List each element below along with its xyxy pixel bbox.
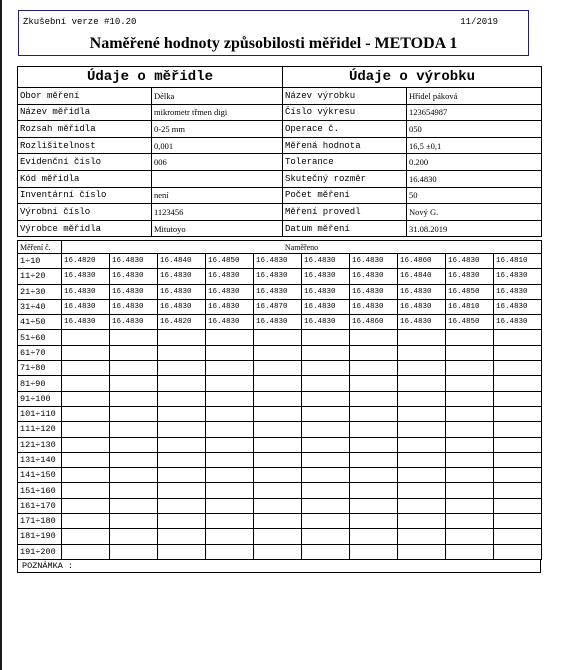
gauge-field-value: 0,001 <box>152 137 283 154</box>
version-label: Zkušební verze #10.20 <box>23 17 137 27</box>
measurement-value-cell <box>110 468 158 483</box>
measurement-value-cell: 16.4830 <box>494 299 542 314</box>
measurement-range: 1÷10 <box>18 254 62 269</box>
measurement-value-cell <box>350 406 398 421</box>
measurement-value-cell <box>302 345 350 360</box>
measurement-value-cell <box>302 452 350 467</box>
measurement-value-cell: 16.4810 <box>446 299 494 314</box>
measurement-value-cell <box>254 452 302 467</box>
measurement-value-cell <box>158 330 206 345</box>
measurement-value-cell <box>446 514 494 529</box>
product-field-value: 123654987 <box>407 104 542 121</box>
measurement-value-cell <box>62 330 110 345</box>
info-row <box>18 121 542 138</box>
measurement-range: 11÷20 <box>18 269 62 284</box>
measurement-row <box>18 345 542 360</box>
gauge-field-label: Inventární číslo <box>18 187 152 204</box>
measurement-value-cell: 16.4850 <box>446 315 494 330</box>
measurement-value-cell: 16.4830 <box>206 315 254 330</box>
measurement-value-cell: 16.4860 <box>398 254 446 269</box>
measurement-row <box>18 529 542 544</box>
measurement-range: 161÷170 <box>18 498 62 513</box>
measurement-value-cell <box>350 422 398 437</box>
measurement-value-cell <box>446 422 494 437</box>
measurement-value-cell: 16.4830 <box>494 284 542 299</box>
measurement-value-cell <box>350 498 398 513</box>
measurement-range: 31÷40 <box>18 299 62 314</box>
measurement-value-cell: 16.4830 <box>398 284 446 299</box>
measurement-row <box>18 299 542 314</box>
measurement-value-cell <box>446 452 494 467</box>
measurement-value-cell <box>62 529 110 544</box>
measurement-row <box>18 468 542 483</box>
measurement-value-cell <box>62 452 110 467</box>
measurement-value-cell <box>446 376 494 391</box>
measurement-value-cell <box>446 361 494 376</box>
gauge-field-value: 1123456 <box>152 204 283 221</box>
measurement-value-cell <box>110 422 158 437</box>
measurement-value-cell <box>398 422 446 437</box>
measurement-value-cell <box>158 529 206 544</box>
measurement-value-cell <box>254 514 302 529</box>
measurement-value-cell: 16.4830 <box>158 299 206 314</box>
measurement-value-cell <box>494 544 542 559</box>
info-row <box>18 187 542 204</box>
measurement-value-cell <box>206 422 254 437</box>
measurement-value-cell: 16.4810 <box>494 254 542 269</box>
measurement-value-cell: 16.4830 <box>302 284 350 299</box>
measurement-value-cell <box>446 330 494 345</box>
measurement-value-cell <box>398 514 446 529</box>
measurement-value-cell <box>446 437 494 452</box>
measurement-value-cell <box>302 422 350 437</box>
measurement-value-cell <box>446 345 494 360</box>
gauge-field-label: Rozsah měřidla <box>18 121 152 138</box>
measurement-value-cell: 16.4840 <box>398 269 446 284</box>
measurement-row <box>18 422 542 437</box>
measurement-value-cell: 16.4820 <box>158 315 206 330</box>
product-field-label: Skutečný rozměr <box>283 170 407 187</box>
measurement-value-cell <box>446 544 494 559</box>
gauge-field-value: 0-25 mm <box>152 121 283 138</box>
measurement-value-cell <box>398 483 446 498</box>
measurement-value-cell: 16.4830 <box>254 269 302 284</box>
measurement-value-cell: 16.4830 <box>158 284 206 299</box>
measurement-row <box>18 315 542 330</box>
measurement-value-cell <box>110 330 158 345</box>
product-field-value: Nový G. <box>407 204 542 221</box>
gauge-field-value <box>152 170 283 187</box>
measurement-value-cell <box>110 376 158 391</box>
measurement-value-cell <box>254 391 302 406</box>
measurement-value-cell <box>158 544 206 559</box>
measurement-value-cell <box>158 376 206 391</box>
measurement-value-cell <box>254 376 302 391</box>
measurement-value-cell <box>158 483 206 498</box>
info-row <box>18 88 542 105</box>
measurement-range: 61÷70 <box>18 345 62 360</box>
measurement-value-cell <box>206 406 254 421</box>
gauge-field-value: Mitutoyo <box>152 220 283 237</box>
gauge-field-value: Délka <box>152 88 283 105</box>
measurement-value-cell <box>302 406 350 421</box>
measurement-value-cell <box>62 468 110 483</box>
info-row <box>18 170 542 187</box>
measurement-value-cell <box>62 391 110 406</box>
measurement-value-cell <box>110 452 158 467</box>
measurement-value-cell <box>398 437 446 452</box>
measurement-value-cell <box>62 376 110 391</box>
product-section-heading: Údaje o výrobku <box>283 67 542 88</box>
measurement-value-cell <box>398 452 446 467</box>
measurement-range: 151÷160 <box>18 483 62 498</box>
measurement-value-cell <box>62 544 110 559</box>
note-field[interactable] <box>17 559 541 573</box>
measurement-value-cell <box>446 483 494 498</box>
measurement-value-cell <box>494 376 542 391</box>
measurement-range: 171÷180 <box>18 514 62 529</box>
product-field-label: Číslo výkresu <box>283 104 407 121</box>
measurement-value-cell <box>350 529 398 544</box>
measurement-range: 81÷90 <box>18 376 62 391</box>
measurement-range: 101÷110 <box>18 406 62 421</box>
measurement-value-cell <box>158 406 206 421</box>
measurement-value-cell <box>254 468 302 483</box>
measurement-value-cell <box>206 361 254 376</box>
measurement-value-cell: 16.4830 <box>110 254 158 269</box>
measurement-value-cell <box>398 498 446 513</box>
product-field-label: Datum měření <box>283 220 407 237</box>
measurement-value-cell <box>350 361 398 376</box>
gauge-field-value: není <box>152 187 283 204</box>
measurement-range: 181÷190 <box>18 529 62 544</box>
measurement-value-cell: 16.4830 <box>494 269 542 284</box>
measurement-row <box>18 406 542 421</box>
measurement-value-cell <box>398 468 446 483</box>
report-header <box>18 10 529 56</box>
measurement-value-cell <box>158 422 206 437</box>
gauge-field-label: Výrobní číslo <box>18 204 152 221</box>
measurement-value-cell <box>494 437 542 452</box>
measurement-value-cell <box>494 483 542 498</box>
measurement-row <box>18 391 542 406</box>
measurement-value-cell <box>350 483 398 498</box>
measurement-value-cell <box>62 514 110 529</box>
measurement-value-cell <box>206 330 254 345</box>
measurement-value-cell: 16.4830 <box>254 315 302 330</box>
measurement-value-cell <box>494 498 542 513</box>
measurement-value-cell <box>206 498 254 513</box>
measurement-value-cell <box>446 529 494 544</box>
measurement-value-cell <box>494 514 542 529</box>
measurement-value-cell <box>494 361 542 376</box>
measurement-range: 131÷140 <box>18 452 62 467</box>
measurement-value-cell: 16.4830 <box>350 284 398 299</box>
measurement-range: 51÷60 <box>18 330 62 345</box>
measurement-value-cell <box>254 330 302 345</box>
measurement-value-cell <box>350 345 398 360</box>
measurement-value-cell <box>350 376 398 391</box>
product-field-label: Měření provedl <box>283 204 407 221</box>
measurement-range: 71÷80 <box>18 361 62 376</box>
measurement-value-cell <box>158 452 206 467</box>
measurement-value-cell <box>206 345 254 360</box>
measurement-value-cell <box>158 437 206 452</box>
measurement-value-cell: 16.4830 <box>158 269 206 284</box>
gauge-field-label: Název měřidla <box>18 104 152 121</box>
measurement-value-cell <box>302 361 350 376</box>
measurement-value-cell <box>398 529 446 544</box>
measurement-value-cell <box>302 376 350 391</box>
measurement-value-cell: 16.4830 <box>62 315 110 330</box>
measurement-value-cell <box>302 544 350 559</box>
measurement-value-cell: 16.4830 <box>302 299 350 314</box>
info-row <box>18 137 542 154</box>
measurement-value-cell <box>158 468 206 483</box>
product-field-value: 31.08.2019 <box>407 220 542 237</box>
measurement-value-cell: 16.4830 <box>302 269 350 284</box>
measurement-value-cell <box>62 361 110 376</box>
measurement-value-cell <box>110 544 158 559</box>
info-row <box>18 204 542 221</box>
measured-values-header: Naměřeno <box>62 241 542 254</box>
measurement-range: 91÷100 <box>18 391 62 406</box>
measurement-value-cell <box>398 330 446 345</box>
measurement-value-cell: 16.4850 <box>206 254 254 269</box>
measurement-range: 21÷30 <box>18 284 62 299</box>
report-title: Naměřené hodnoty způsobilosti měřidel - METODA 1 <box>89 35 458 52</box>
measurement-value-cell <box>254 406 302 421</box>
measurement-range: 121÷130 <box>18 437 62 452</box>
measurement-value-cell: 16.4830 <box>206 269 254 284</box>
measurement-value-cell <box>446 498 494 513</box>
measurement-range: 111÷120 <box>18 422 62 437</box>
measurement-value-cell: 16.4830 <box>62 284 110 299</box>
measurement-value-cell <box>398 345 446 360</box>
measurement-value-cell <box>158 498 206 513</box>
measurement-value-cell <box>350 544 398 559</box>
measurement-value-cell <box>62 422 110 437</box>
product-field-label: Počet měření <box>283 187 407 204</box>
measurement-value-cell <box>302 483 350 498</box>
product-field-value: 050 <box>407 121 542 138</box>
measurement-value-cell <box>254 529 302 544</box>
measurement-value-cell <box>254 361 302 376</box>
measurement-number-header: Měření č. <box>18 241 62 254</box>
measurement-value-cell <box>110 406 158 421</box>
measurement-value-cell <box>110 391 158 406</box>
info-row <box>18 154 542 171</box>
gauge-field-label: Evidenční číslo <box>18 154 152 171</box>
measurement-value-cell <box>206 437 254 452</box>
measurement-value-cell <box>494 452 542 467</box>
product-field-label: Název výrobku <box>283 88 407 105</box>
product-field-value: 16,5 ±0,1 <box>407 137 542 154</box>
measurement-row <box>18 376 542 391</box>
measurement-value-cell <box>302 468 350 483</box>
measurement-value-cell: 16.4830 <box>398 299 446 314</box>
measurement-value-cell <box>254 544 302 559</box>
gauge-section-heading: Údaje o měřidle <box>18 67 283 88</box>
measurement-row <box>18 437 542 452</box>
measurement-value-cell: 16.4830 <box>254 284 302 299</box>
measurement-range: 41÷50 <box>18 315 62 330</box>
measurement-value-cell: 16.4870 <box>254 299 302 314</box>
measurement-row <box>18 361 542 376</box>
product-field-value: 0.200 <box>407 154 542 171</box>
product-field-label: Měřená hodnota <box>283 137 407 154</box>
measurement-value-cell <box>398 544 446 559</box>
measurement-value-cell: 16.4830 <box>350 254 398 269</box>
measurement-value-cell <box>446 406 494 421</box>
measurement-value-cell <box>302 330 350 345</box>
measurement-value-cell <box>62 345 110 360</box>
gauge-field-value: 006 <box>152 154 283 171</box>
measurement-value-cell <box>110 345 158 360</box>
measurement-value-cell: 16.4830 <box>398 315 446 330</box>
measurement-value-cell <box>350 391 398 406</box>
measurement-value-cell <box>494 406 542 421</box>
gauge-field-label: Obor měření <box>18 88 152 105</box>
measurement-value-cell <box>398 376 446 391</box>
measurement-range: 141÷150 <box>18 468 62 483</box>
date-label: 11/2019 <box>460 17 498 27</box>
measurement-value-cell: 16.4820 <box>62 254 110 269</box>
product-field-value: 50 <box>407 187 542 204</box>
measurement-value-cell <box>158 345 206 360</box>
measurement-value-cell <box>62 406 110 421</box>
measurement-row <box>18 544 542 559</box>
measurement-value-cell: 16.4830 <box>350 269 398 284</box>
measurement-value-cell: 16.4830 <box>254 254 302 269</box>
measurement-value-cell <box>206 529 254 544</box>
measurement-value-cell <box>62 437 110 452</box>
measurement-value-cell <box>206 391 254 406</box>
measurement-row <box>18 330 542 345</box>
info-row <box>18 220 542 237</box>
measurement-value-cell <box>350 330 398 345</box>
measurement-value-cell <box>398 406 446 421</box>
product-field-value: 16.4830 <box>407 170 542 187</box>
gauge-field-label: Rozlišitelnost <box>18 137 152 154</box>
measurement-value-cell <box>350 437 398 452</box>
measurement-value-cell <box>206 452 254 467</box>
measurement-value-cell <box>254 422 302 437</box>
measurement-value-cell <box>110 514 158 529</box>
measurement-value-cell <box>302 437 350 452</box>
measurement-value-cell <box>302 498 350 513</box>
measurements-table <box>17 240 542 560</box>
measurement-value-cell <box>206 468 254 483</box>
window-edge <box>0 0 2 670</box>
info-table <box>17 66 542 237</box>
product-field-value: Hřídel páková <box>407 88 542 105</box>
measurement-value-cell <box>446 468 494 483</box>
measurement-value-cell <box>110 361 158 376</box>
measurement-value-cell <box>254 437 302 452</box>
measurement-value-cell <box>302 514 350 529</box>
measurement-value-cell <box>350 468 398 483</box>
gauge-field-label: Výrobce měřidla <box>18 220 152 237</box>
measurement-value-cell <box>206 376 254 391</box>
note-label: POZNÁMKA : <box>22 561 74 571</box>
measurement-value-cell <box>254 498 302 513</box>
measurement-row <box>18 483 542 498</box>
measurement-value-cell: 16.4830 <box>494 315 542 330</box>
measurement-value-cell <box>494 391 542 406</box>
measurement-value-cell: 16.4830 <box>446 269 494 284</box>
measurement-value-cell <box>398 391 446 406</box>
measurement-value-cell <box>302 391 350 406</box>
measurement-value-cell <box>206 514 254 529</box>
product-field-label: Tolerance <box>283 154 407 171</box>
product-field-label: Operace č. <box>283 121 407 138</box>
measurement-row <box>18 452 542 467</box>
measurement-value-cell <box>446 391 494 406</box>
measurement-value-cell <box>494 345 542 360</box>
info-row <box>18 104 542 121</box>
measurement-value-cell <box>206 483 254 498</box>
measurement-row <box>18 284 542 299</box>
measurement-value-cell <box>110 498 158 513</box>
measurement-value-cell <box>110 483 158 498</box>
measurement-value-cell: 16.4830 <box>110 299 158 314</box>
measurement-value-cell <box>254 345 302 360</box>
measurement-value-cell: 16.4830 <box>110 315 158 330</box>
measurement-value-cell <box>494 529 542 544</box>
measurement-value-cell <box>254 483 302 498</box>
measurement-value-cell <box>398 361 446 376</box>
measurement-value-cell <box>494 422 542 437</box>
measurement-row <box>18 498 542 513</box>
measurement-value-cell: 16.4830 <box>302 254 350 269</box>
gauge-field-value: mikrometr třmen digi <box>152 104 283 121</box>
measurement-value-cell <box>62 483 110 498</box>
measurement-value-cell: 16.4830 <box>446 254 494 269</box>
measurement-value-cell <box>158 514 206 529</box>
measurement-value-cell: 16.4850 <box>446 284 494 299</box>
measurement-value-cell: 16.4830 <box>62 299 110 314</box>
measurement-value-cell <box>158 361 206 376</box>
measurement-value-cell <box>206 544 254 559</box>
measurement-value-cell: 16.4830 <box>110 269 158 284</box>
measurement-value-cell: 16.4830 <box>350 299 398 314</box>
measurement-value-cell: 16.4830 <box>110 284 158 299</box>
measurement-value-cell: 16.4830 <box>206 299 254 314</box>
measurement-value-cell: 16.4830 <box>302 315 350 330</box>
measurement-value-cell <box>350 452 398 467</box>
measurement-value-cell <box>158 391 206 406</box>
measurement-value-cell: 16.4860 <box>350 315 398 330</box>
measurement-value-cell <box>350 514 398 529</box>
measurement-value-cell <box>62 498 110 513</box>
measurement-value-cell <box>494 330 542 345</box>
measurement-value-cell: 16.4840 <box>158 254 206 269</box>
measurement-row <box>18 269 542 284</box>
measurement-value-cell: 16.4830 <box>206 284 254 299</box>
measurement-value-cell <box>110 529 158 544</box>
measurement-row <box>18 514 542 529</box>
measurement-value-cell <box>494 468 542 483</box>
measurement-value-cell <box>110 437 158 452</box>
measurement-row <box>18 254 542 269</box>
measurement-value-cell <box>302 529 350 544</box>
measurement-range: 191÷200 <box>18 544 62 559</box>
gauge-field-label: Kód měřidla <box>18 170 152 187</box>
measurement-value-cell: 16.4830 <box>62 269 110 284</box>
